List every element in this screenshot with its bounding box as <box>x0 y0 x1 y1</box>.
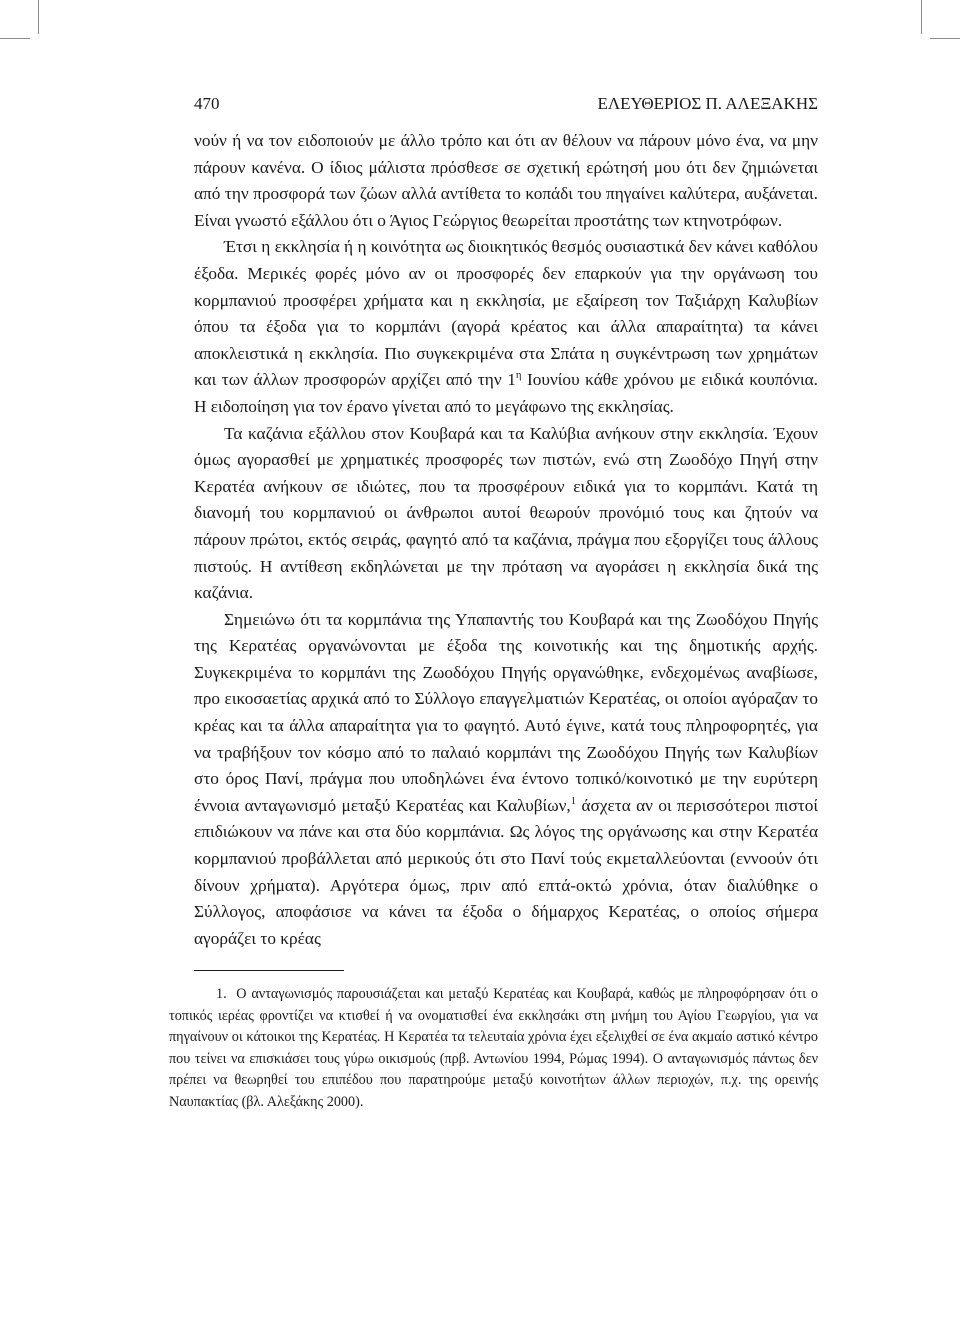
paragraph <box>194 128 818 234</box>
crop-mark <box>38 0 39 34</box>
crop-mark <box>921 0 922 34</box>
footnotes <box>169 984 818 1114</box>
footnote-number: 1. <box>216 986 227 1002</box>
paragraph <box>194 607 818 953</box>
paragraph-text: Ιουνίου κάθε χρόνου με ειδικά κουπόνια. Η ειδοποίηση για τον έρανο γίνεται από το μεγάφωνο της εκκλησίας. <box>194 370 818 416</box>
paragraph-text: Τα καζάνια εξάλλου στον Κουβαρά και τα Καλύβια ανήκουν στην εκκλησία. Έχουν όμως αγορασθεί με χρηματικές προσφορές των πιστών, ενώ στη Ζωοδόχο Πηγή στην Κερατέα ανήκουν σε ιδιώτες, που τα προσφέρουν ειδικά για το κορμπάνι. Κατά τη διανομή του κορμπανιού οι άνθρωποι αυτοί θεωρούν προνόμιό τους και ζητούν να πάρουν πρώτοι, εκτός σειράς, φαγητό από τα καζάνια, πράγμα που εξοργίζει τους άλλους πιστούς. Η αντίθεση εκδηλώνεται με την πρόταση να αγοράσει η εκκλησία δικά της καζάνια. <box>194 423 818 603</box>
paragraph <box>194 421 818 607</box>
footnote-text <box>169 984 818 1114</box>
paragraph-text: νούν ή να τον ειδοποιούν με άλλο τρόπο και ότι αν θέλουν να πάρουν μόνο ένα, να μην πάρουν κανένα. Ο ίδιος μάλιστα πρόσθεσε σε σχετική ερώτησή μου ότι δεν ζημιώνεται από την προσφορά των ζώων αλλά αντίθετα το κοπάδι του πηγαίνει καλύτερα, αυξάνεται. Είναι γνωστό εξάλλου ότι ο Άγιος Γεώργιος θεωρείται προστάτης των κτηνοτρόφων. <box>194 131 818 230</box>
ordinal-superscript: η <box>515 369 522 382</box>
paragraph-text: άσχετα αν οι περισσότεροι πιστοί επιδιώκουν να πάνε και στα δύο κορμπάνια. Ως λόγος της οργάνωσης και στην Κερατέα κορμπανιού προβάλλεται από μερικούς ότι στο Πανί τούς εκμεταλλεύονται (εννοούν ότι δίνουν χρήματα). Αργότερα όμως, πριν από επτά-οκτώ χρόνια, όταν διαλύθηκε ο Σύλλογος, αποφάσισε να κάνει τα έξοδα ο δήμαρχος Κερατέας, ο οποίος σήμερα αγοράζει το κρέας <box>194 795 818 948</box>
paragraph-text: Σημειώνω ότι τα κορμπάνια της Υπαπαντής του Κουβαρά και της Ζωοδόχου Πηγής της Κερατέας οργανώνονται με έξοδα της κοινοτικής και της δημοτικής αρχής. Συγκεκριμένα το κορμπάνι της Ζωοδόχου Πηγής οργανώθηκε, ενδεχομένως αναβίωσε, προ εικοσαετίας αρχικά από το Σύλλογο επαγγελματιών Κερατέας, οι οποίοι αγόραζαν το κρέας και τα άλλα απαραίτητα για το φαγητό. Αυτό έγινε, κατά τους πληροφορητές, για να τραβήξουν τον κόσμο από το παλαιό κορμπάνι της Ζωοδόχου Πηγής των Καλυβίων στο όρος Πανί, πράγμα που υποδηλώνει ένα έντονο τοπικό/κοινοτικό με την ευρύτερη έννοια ανταγωνισμό μεταξύ Κερατέας και Καλυβίων, <box>194 609 818 815</box>
crop-mark <box>0 38 30 39</box>
paragraph-text: Έτσι η εκκλησία ή η κοινότητα ως διοικητικός θεσμός ουσιαστικά δεν κάνει καθόλου έξοδα. Μερικές φορές μόνο αν οι προσφορές δεν επαρκούν για την οργάνωση του κορμπανιού προσφέρει χρήματα και η εκκλησία, με εξαίρεση τον Ταξιάρχη Καλυβίων όπου τα έξοδα για το κορμπάνι (αγορά κρέατος και άλλα απαραίτητα) τα κάνει αποκλειστικά η εκκλησία. Πιο συγκεκριμένα στα Σπάτα η συγκέντρωση των χρημάτων και των άλλων προσφορών αρχίζει από την 1 <box>194 237 818 390</box>
footnote <box>169 984 818 1114</box>
running-head <box>194 92 818 116</box>
main-text <box>194 128 818 952</box>
footnote-rule <box>194 970 344 971</box>
footnote-ref[interactable]: 1 <box>570 795 577 808</box>
crop-mark <box>930 38 960 39</box>
page-number: 470 <box>194 94 220 113</box>
running-head-author: ΕΛΕΥΘΕΡΙΟΣ Π. ΑΛΕΞΑΚΗΣ <box>597 94 818 113</box>
paragraph <box>194 234 818 420</box>
footnote-body: Ο ανταγωνισμός παρουσιάζεται και μεταξύ Κερατέας και Κουβαρά, καθώς με πληροφόρησαν ότι ο τοπικός ιερέας φροντίζει να κτισθεί ή να ονοματισθεί ένα εκκλησάκι στη μνήμη του Αγίου Γεωργίου, για να πηγαίνουν οι κάτοικοι της Κερατέας. Η Κερατέα τα τελευταία χρόνια έχει εξελιχθεί σε ένα ακμαίο αστικό κέντρο που τείνει να επισκιάσει τους γύρω οικισμούς (πρβ. Αντωνίου 1994, Ρώμας 1994). Ο ανταγωνισμός πάντως δεν πρέπει να θεωρηθεί του επιπέδου που παρατηρούμε μεταξύ κοινοτήτων άλλων περιοχών, π.χ. της ορεινής Ναυπακτίας (βλ. Αλεξάκης 2000). <box>169 986 818 1110</box>
